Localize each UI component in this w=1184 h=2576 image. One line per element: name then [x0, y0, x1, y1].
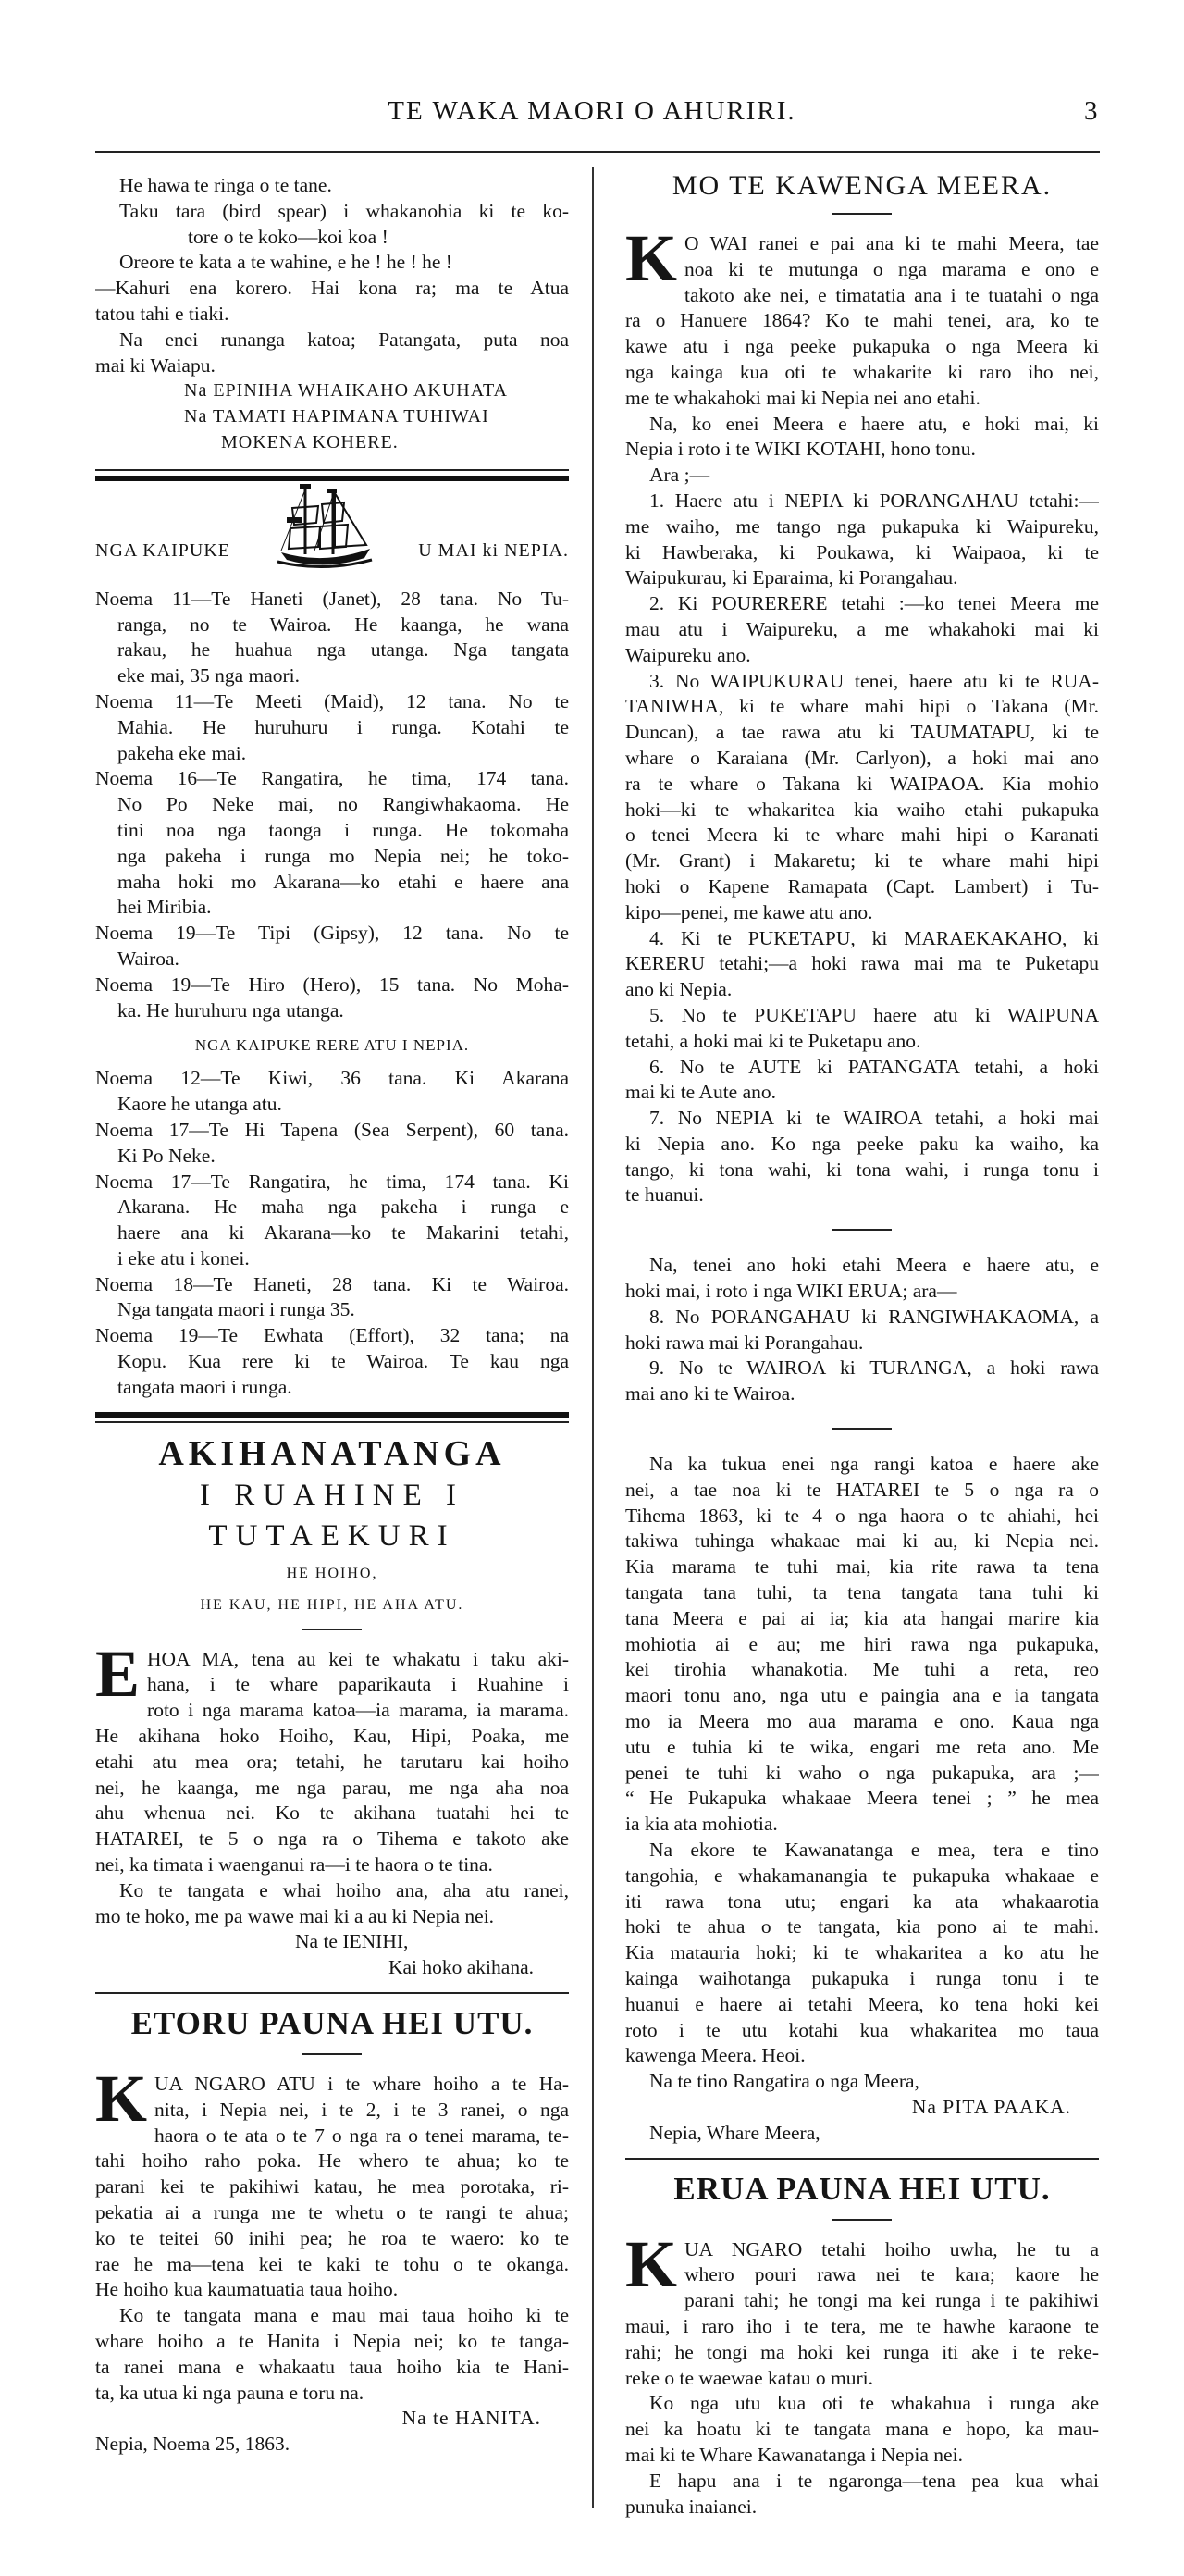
text-line: kipo—penei, me kawe atu ano.: [625, 900, 873, 923]
rule-divider: [95, 469, 569, 481]
text-line: nei, ka timata i waenganui ra—i te haora o te tina.: [95, 1853, 493, 1876]
text-line: rakau, he huahua nga utanga. Nga tangata: [117, 638, 569, 662]
text-line: hoki o Kapene Ramapata (Capt. Lambert) i Tu-: [625, 874, 1099, 898]
verse-line: [95, 199, 569, 251]
paragraph: [625, 489, 1099, 591]
text-line: ranga, no te Wairoa. He kaanga, he wana: [117, 613, 569, 636]
signature: Na te HANITA.: [401, 2407, 541, 2430]
text-line: huanui e haere ai tetahi Meera, ko tena hoki kei: [625, 1992, 1099, 2015]
text-line: ta, ka utua ki nga pauna e toru na.: [95, 2381, 364, 2404]
text-line: 7. No NEPIA ki te WAIROA tetahi, a hoki mai: [649, 1107, 1099, 1130]
drop-cap: E: [95, 1646, 141, 1711]
rule-divider: [302, 1629, 362, 1630]
text-line: mohiotia ai e au; me hiri rawa nga pukapuka,: [625, 1632, 1099, 1655]
text-line: punuka inaianei.: [625, 2495, 758, 2518]
text-line: roto i te utu kotahi kua whakaritea mo taua: [625, 2018, 1099, 2041]
text-line: nita, i Nepia nei, i te 2, i te 3 ranei, o nga: [154, 2098, 569, 2121]
shipping-entry: [95, 972, 569, 1024]
text-line: Noema 19—Te Hiro (Hero), 15 tana. No Moha-: [95, 972, 569, 996]
signature: Na TAMATI HAPIMANA TUHIWAI: [184, 406, 489, 427]
text-line: takiwa tuhinga whakaae mai ki au, ki Nepia nei.: [625, 1530, 1099, 1553]
text-line: Oreore te kata a te wahine, e he ! he ! he !: [119, 251, 452, 274]
text-line: Ko te tangata mana e mau mai taua hoiho ki te: [119, 2304, 569, 2327]
rule-divider: [302, 2053, 362, 2055]
text-line: tana Meera e pai ai ia; kia ata hangai marire kia: [625, 1606, 1099, 1629]
text-line: haere ana ki Akarana—ko te Makarini tetahi,: [117, 1221, 569, 1245]
header-rule: [95, 151, 1100, 153]
paragraph: [625, 1838, 1099, 2069]
text-line: Noema 19—Te Tipi (Gipsy), 12 tana. No te: [95, 922, 569, 945]
text-line: O WAI ranei e pai ana ki te mahi Meera, tae: [684, 232, 1099, 254]
paragraph: [95, 276, 569, 328]
text-line: Duncan), a tae rawa atu ki TAUMATAPU, ki te: [625, 721, 1099, 744]
text-line: noa ki te mutunga o nga marama e ono e: [684, 257, 1099, 280]
text-line: “ He Pukapuka whakaae Meera tenei ; ” he mea: [625, 1787, 1099, 1810]
paragraph: [625, 1055, 1099, 1107]
text-line: me waiho, me tango nga pukapuka ki Waipureku,: [625, 514, 1099, 538]
text-line: ra o Hanuere 1864? Ko te mahi tenei, ara, ko te: [625, 309, 1099, 332]
rule-divider: [95, 1992, 569, 1994]
shipping-entry: [95, 1066, 569, 1118]
text-line: hana, i te whare paparikauta i Ruahine i: [147, 1673, 569, 1696]
text-line: No Po Neke mai, no Rangiwhakaoma. He: [117, 793, 569, 816]
text-line: Ko te tangata e whai hoiho ana, aha atu ranei,: [119, 1878, 569, 1901]
text-line: 8. No PORANGAHAU ki RANGIWHAKAOMA, a: [649, 1305, 1099, 1328]
text-line: 1. Haere atu i NEPIA ki PORANGAHAU tetahi:—: [649, 489, 1099, 512]
text-line: Noema 17—Te Rangatira, he tima, 174 tana. Ki: [95, 1170, 569, 1193]
rule-divider: [832, 1428, 892, 1430]
text-line: ko te teitei 60 inihi pea; he roa te waero: ko te: [95, 2226, 569, 2249]
text-line: Akarana. He maha nga pakeha i runga e: [117, 1195, 569, 1219]
section-heading: MO TE KAWENGA MEERA.: [672, 170, 1053, 201]
text-line: ia kia ata mohiotia.: [625, 1813, 778, 1836]
page-number: 3: [1084, 96, 1098, 126]
section-heading: ETORU PAUNA HEI UTU.: [130, 2005, 534, 2042]
verse-line: [95, 173, 569, 199]
rule-divider: [832, 2219, 892, 2221]
text-line: eke mai, 35 nga maori.: [117, 664, 301, 687]
text-line: tango, ki tona wahi, ki tona wahi, i runga tonu i: [625, 1158, 1099, 1181]
text-line: parani kei te pakihiwi katau, he mea porotaka, ri-: [95, 2175, 569, 2198]
section-heading: HE HOIHO,: [286, 1565, 378, 1581]
text-line: Wairoa.: [117, 947, 179, 970]
paragraph: [625, 1253, 1099, 1305]
text-line: iti rawa tona utu; engari ka ata whakaarotia: [625, 1889, 1099, 1913]
text-line: whare o Karaiana (Mr. Carlyon), a hoki mai ano: [625, 746, 1099, 769]
paragraph: [95, 328, 569, 379]
shipping-entry: [95, 1323, 569, 1400]
text-line: Na, ko enei Meera e haere atu, e hoki mai, ki: [649, 412, 1099, 435]
shipping-heading-left: NGA KAIPUKE: [95, 539, 230, 561]
text-line: pakeha eke mai.: [117, 741, 247, 764]
rule-divider: [95, 1412, 569, 1423]
text-line: Noema 11—Te Haneti (Janet), 28 tana. No Tu-: [95, 587, 569, 610]
text-line: roto i nga marama katoa—ia marama, ia marama.: [147, 1699, 569, 1722]
left-column: [95, 173, 569, 2458]
text-line: 6. No te AUTE ki PATANGATA tetahi, a hoki: [649, 1055, 1099, 1078]
paragraph: [625, 669, 1099, 926]
signature: MOKENA KOHERE.: [221, 431, 399, 452]
text-line: penei te tuhi ki waho o nga pukapuka, ara ;—: [625, 1761, 1099, 1784]
text-line: He hawa te ringa o te tane.: [119, 174, 332, 196]
text-line: ta ranei mana e whakaatu taua hoiho kia te Hani-: [95, 2355, 569, 2378]
paragraph: [625, 1003, 1099, 1055]
text-line: kawenga Meera. Heoi.: [625, 2044, 806, 2067]
verse-line: [95, 250, 569, 276]
text-line: Taku tara (bird spear) i whakanohia ki te ko-: [119, 199, 569, 222]
text-line: maori tonu ano, nga utu e paingia ana e ia tangata: [625, 1684, 1099, 1707]
paragraph: [625, 463, 1099, 489]
text-line: whero pouri rawa nei te kara; kaore he: [684, 2263, 1099, 2286]
paragraph: [95, 2303, 569, 2406]
shipping-heading: [95, 489, 569, 581]
text-line: 9. No te WAIROA ki TURANGA, a hoki rawa: [649, 1356, 1099, 1380]
drop-cap: K: [95, 2072, 148, 2136]
section-heading: HE KAU, HE HIPI, HE AHA ATU.: [200, 1596, 464, 1613]
text-line: mo te hoko, me pa wawe mai ki a au ki Nepia nei.: [95, 1904, 495, 1927]
text-line: He akihana hoko Hoiho, Kau, Hipi, Poaka, me: [95, 1725, 569, 1748]
text-line: mai ki Waiapu.: [95, 353, 216, 377]
paragraph: [625, 926, 1099, 1003]
ship-illustration: [274, 480, 376, 581]
rule-divider: [832, 213, 892, 215]
newspaper-title: TE WAKA MAORI O AHURIRI.: [388, 96, 796, 126]
paragraph: [625, 2469, 1099, 2520]
text-line: hoki—ki te whakaritea kia waiho etahi pukapuka: [625, 798, 1099, 821]
rule-divider: [625, 2158, 1099, 2160]
text-line: tangohia, e whakamanangia te pukapuka whakaae e: [625, 1864, 1099, 1887]
rule-divider: [832, 1229, 892, 1231]
text-line: He hoiho kua kaumatuatia taua hoiho.: [95, 2278, 399, 2301]
paragraph: [625, 1106, 1099, 1208]
text-line: utu e tuhia ki te wika, engari me reta ano. Me: [625, 1735, 1099, 1758]
text-line: 3. No WAIPUKURAU tenei, haere atu ki te RUA-: [649, 669, 1099, 692]
text-line: tini noa nga taonga i runga. He tokomaha: [117, 818, 569, 841]
text-line: i eke atu i konei.: [117, 1246, 250, 1269]
text-line: mau atu i Waipureku, a me whakahoki mai ki: [625, 617, 1099, 640]
text-line: ano ki Nepia.: [625, 978, 733, 1001]
text-line: Kopu. Kua rere ki te Wairoa. Te kau nga: [117, 1350, 569, 1373]
text-line: Noema 17—Te Hi Tapena (Sea Serpent), 60 tana.: [95, 1118, 569, 1141]
shipping-entry: [95, 1170, 569, 1272]
text-line: mai ano ki te Wairoa.: [625, 1382, 796, 1406]
text-line: Kia marama te tuhi mai, kia rite rawa ta tena: [625, 1555, 1099, 1579]
text-line: Noema 19—Te Ewhata (Effort), 32 tana; na: [95, 1324, 569, 1347]
shipping-entry: [95, 689, 569, 766]
signature: Na PITA PAAKA.: [911, 2095, 1071, 2118]
text-line: whare hoiho a te Hanita i Nepia nei; ko te tanga-: [95, 2330, 569, 2352]
paragraph: [625, 591, 1099, 668]
text-line: UA NGARO tetahi hoiho uwha, he tu a: [684, 2237, 1099, 2260]
signature: Na te tino Rangatira o nga Meera,: [649, 2070, 919, 2093]
text-line: mai ki te Aute ano.: [625, 1081, 777, 1104]
text-line: ki Nepia ano. Ko nga peeke paku ka waiho, ka: [625, 1132, 1099, 1155]
text-line: tangata tana tuhi, ta tena tangata tana tuhi ki: [625, 1581, 1099, 1604]
text-line: takoto ake nei, e timatatia ana i te tuatahi o nga: [684, 283, 1099, 306]
text-line: etahi atu mea ora; tetahi, he tarutaru kai hoiho: [95, 1750, 569, 1773]
text-line: mo ia Meera mo aua marama e ono. Kaua nga: [625, 1710, 1099, 1733]
text-line: nei, he kaanga, me nga parau, me nga aha noa: [95, 1776, 569, 1799]
signature: Na EPINIHA WHAIKAHO AKUHATA: [184, 380, 508, 402]
signature: Nepia, Noema 25, 1863.: [95, 2433, 290, 2456]
shipping-heading-right: U MAI ki NEPIA.: [418, 539, 569, 561]
text-line: Noema 12—Te Kiwi, 36 tana. Ki Akarana: [95, 1067, 569, 1090]
paragraph: [625, 231, 1099, 412]
text-line: tangata maori i runga.: [117, 1375, 292, 1398]
text-line: Waipureku ano.: [625, 643, 751, 666]
text-line: hei Miribia.: [117, 896, 212, 919]
shipping-entry: [95, 1118, 569, 1170]
text-line: kei tirohia whanakotia. Me tuhi a reta, reo: [625, 1658, 1099, 1681]
shipping-entry: [95, 587, 569, 689]
text-line: Nga tangata maori i runga 35.: [117, 1298, 355, 1321]
text-line: nga kainga kua oti te whakarite ki raro iho nei,: [625, 360, 1099, 383]
text-line: pekatia ai a runga me te whetu o te rangi te ahua;: [95, 2201, 569, 2224]
text-line: E hapu ana i te ngaronga—tena pea kua whai: [649, 2469, 1099, 2492]
text-line: Kaore he utanga atu.: [117, 1093, 282, 1116]
text-line: ka. He huruhuru nga utanga.: [117, 998, 344, 1022]
text-line: Ki Po Neke.: [117, 1144, 216, 1167]
drop-cap: K: [625, 2236, 678, 2301]
section-heading: I RUAHINE I TUTAEKURI: [200, 1478, 464, 1553]
right-column: [625, 168, 1099, 2520]
text-line: Na ekore te Kawanatanga e mea, tera e tino: [649, 1839, 1099, 1862]
text-line: TANIWHA, ki te whare mahi hipi o Takana (Mr.: [625, 695, 1099, 718]
text-line: maui, i raro iho i te tera, me te hawhe karaone te: [625, 2314, 1099, 2337]
shipping-entry: [95, 1272, 569, 1324]
shipping-entry: [95, 921, 569, 972]
paragraph: [625, 412, 1099, 464]
text-line: maha hoki mo Akarana—ko etahi e haere ana: [117, 870, 569, 893]
text-line: (Mr. Grant) i Makaretu; ki te whare mahi hipi: [625, 849, 1099, 873]
paragraph: [625, 2391, 1099, 2468]
text-line: hoki rawa mai ki Porangahau.: [625, 1331, 864, 1354]
text-line: HOA MA, tena au kei te whakatu i taku aki-: [147, 1647, 569, 1670]
text-line: Nepia i roto i te WIKI KOTAHI, hono tonu.: [625, 438, 976, 461]
signature: Kai hoko akihana.: [388, 1956, 534, 1979]
text-line: tahi hoiho raho poka. He whero te ahua; ko te: [95, 2149, 569, 2173]
text-line: Tihema 1863, ki te 4 o nga haora o te ahiahi, hei: [625, 1504, 1099, 1527]
text-line: tatou tahi e tiaki.: [95, 302, 229, 325]
text-line: tore o te koko—koi koa !: [188, 225, 388, 248]
paragraph: [625, 1305, 1099, 1356]
paragraph: [95, 1647, 569, 1878]
signature: Nepia, Whare Meera,: [649, 2121, 820, 2144]
text-line: 5. No te PUKETAPU haere atu ki WAIPUNA: [649, 1003, 1099, 1026]
paragraph: [625, 1356, 1099, 1407]
text-line: ra te whare o Takana ki WAIPAOA. Kia mohio: [625, 772, 1099, 795]
text-line: mai ki te Whare Kawanatanga i Nepia nei.: [625, 2443, 963, 2466]
text-line: nei, a tae noa ki te HATAREI te 5 o nga ra o: [625, 1478, 1099, 1501]
text-line: rahi; he tongi ma hoki kei runga iti ake i te reke-: [625, 2340, 1099, 2363]
text-line: Na, tenei ano hoki etahi Meera e haere atu, e: [649, 1254, 1099, 1277]
text-line: Noema 16—Te Rangatira, he tima, 174 tana.: [95, 767, 569, 790]
text-line: UA NGARO ATU i te whare hoiho a te Ha-: [154, 2073, 569, 2096]
section-heading: AKIHANATANGA: [158, 1433, 506, 1473]
text-line: —Kahuri ena korero. Hai kona ra; ma te Atua: [95, 277, 569, 300]
text-line: Ara ;—: [649, 464, 710, 487]
section-heading: ERUA PAUNA HEI UTU.: [673, 2170, 1051, 2207]
text-line: Waipukurau, ki Eparaima, ki Porangahau.: [625, 566, 958, 589]
text-line: me te whakahoki mai ki Nepia nei ano etahi.: [625, 386, 980, 409]
text-line: Kia matauria hoki; ki te whakaritea a ko atu he: [625, 1941, 1099, 1964]
text-line: nga pakeha i runga mo Nepia nei; he toko-: [117, 844, 569, 867]
text-line: Na enei runanga katoa; Patangata, puta noa: [119, 328, 569, 351]
column-divider: [592, 167, 594, 2508]
drop-cap: K: [625, 231, 678, 295]
paragraph: [625, 2237, 1099, 2392]
text-line: tetahi, a hoki mai ki te Puketapu ano.: [625, 1029, 921, 1052]
text-line: Mahia. He huruhuru i runga. Kotahi te: [117, 715, 569, 738]
text-line: 4. Ki te PUKETAPU, ki MARAEKAKAHO, ki: [649, 926, 1099, 949]
text-line: Noema 11—Te Meeti (Maid), 12 tana. No te: [95, 689, 569, 712]
text-line: 2. Ki POURERERE tetahi :—ko tenei Meera me: [649, 592, 1099, 615]
text-line: reke o te waewae katau o muri.: [625, 2366, 874, 2389]
text-line: o tenei Meera ki te whare mahi hipi o Karanati: [625, 824, 1099, 847]
text-line: hoki te ahua o te tangata, kia pono ai te mahi.: [625, 1915, 1099, 1938]
ship-icon: [274, 480, 376, 573]
text-line: Ko nga utu kua oti te whakahua i runga ake: [649, 2392, 1099, 2415]
text-line: parani tahi; he tongi ma kei runga i te pakihiwi: [684, 2289, 1099, 2312]
text-line: Na ka tukua enei nga rangi katoa e haere ake: [649, 1453, 1099, 1476]
text-line: kawe atu i nga peeke pukapuka o nga Meera ki: [625, 335, 1099, 358]
text-line: te huanui.: [625, 1183, 704, 1207]
shipping-entry: [95, 766, 569, 921]
signature: Na te IENIHI,: [295, 1930, 409, 1953]
text-line: ki Hawberaka, ki Poukawa, ki Waipaoa, ki te: [625, 540, 1099, 564]
text-line: Noema 18—Te Haneti, 28 tana. Ki te Wairoa.: [95, 1272, 569, 1295]
paragraph: [625, 1452, 1099, 1838]
text-line: nei ka hoatu ki te tangata mana e hopo, ka mau-: [625, 2418, 1099, 2441]
paragraph: [95, 2072, 569, 2303]
text-line: haora o te ata o te 7 o nga ra o tenei marama, te-: [154, 2124, 569, 2147]
text-line: HATAREI, te 5 o nga ra o Tihema e takoto ake: [95, 1827, 569, 1851]
section-heading: NGA KAIPUKE RERE ATU I NEPIA.: [194, 1036, 470, 1055]
text-line: kainga waihotanga pukapuka i runga tonu i te: [625, 1967, 1099, 1989]
text-line: hoki mai, i roto i nga WIKI ERUA; ara—: [625, 1280, 957, 1303]
text-line: ahu whenua nei. Ko te akihana tuatahi hei te: [95, 1802, 569, 1825]
text-line: KERERU tetahi;—a hoki rawa mai ma te Puketapu: [625, 952, 1099, 975]
paragraph: [95, 1878, 569, 1930]
text-line: rae he ma—tena kei te kaki te tohu o te okanga.: [95, 2252, 569, 2275]
